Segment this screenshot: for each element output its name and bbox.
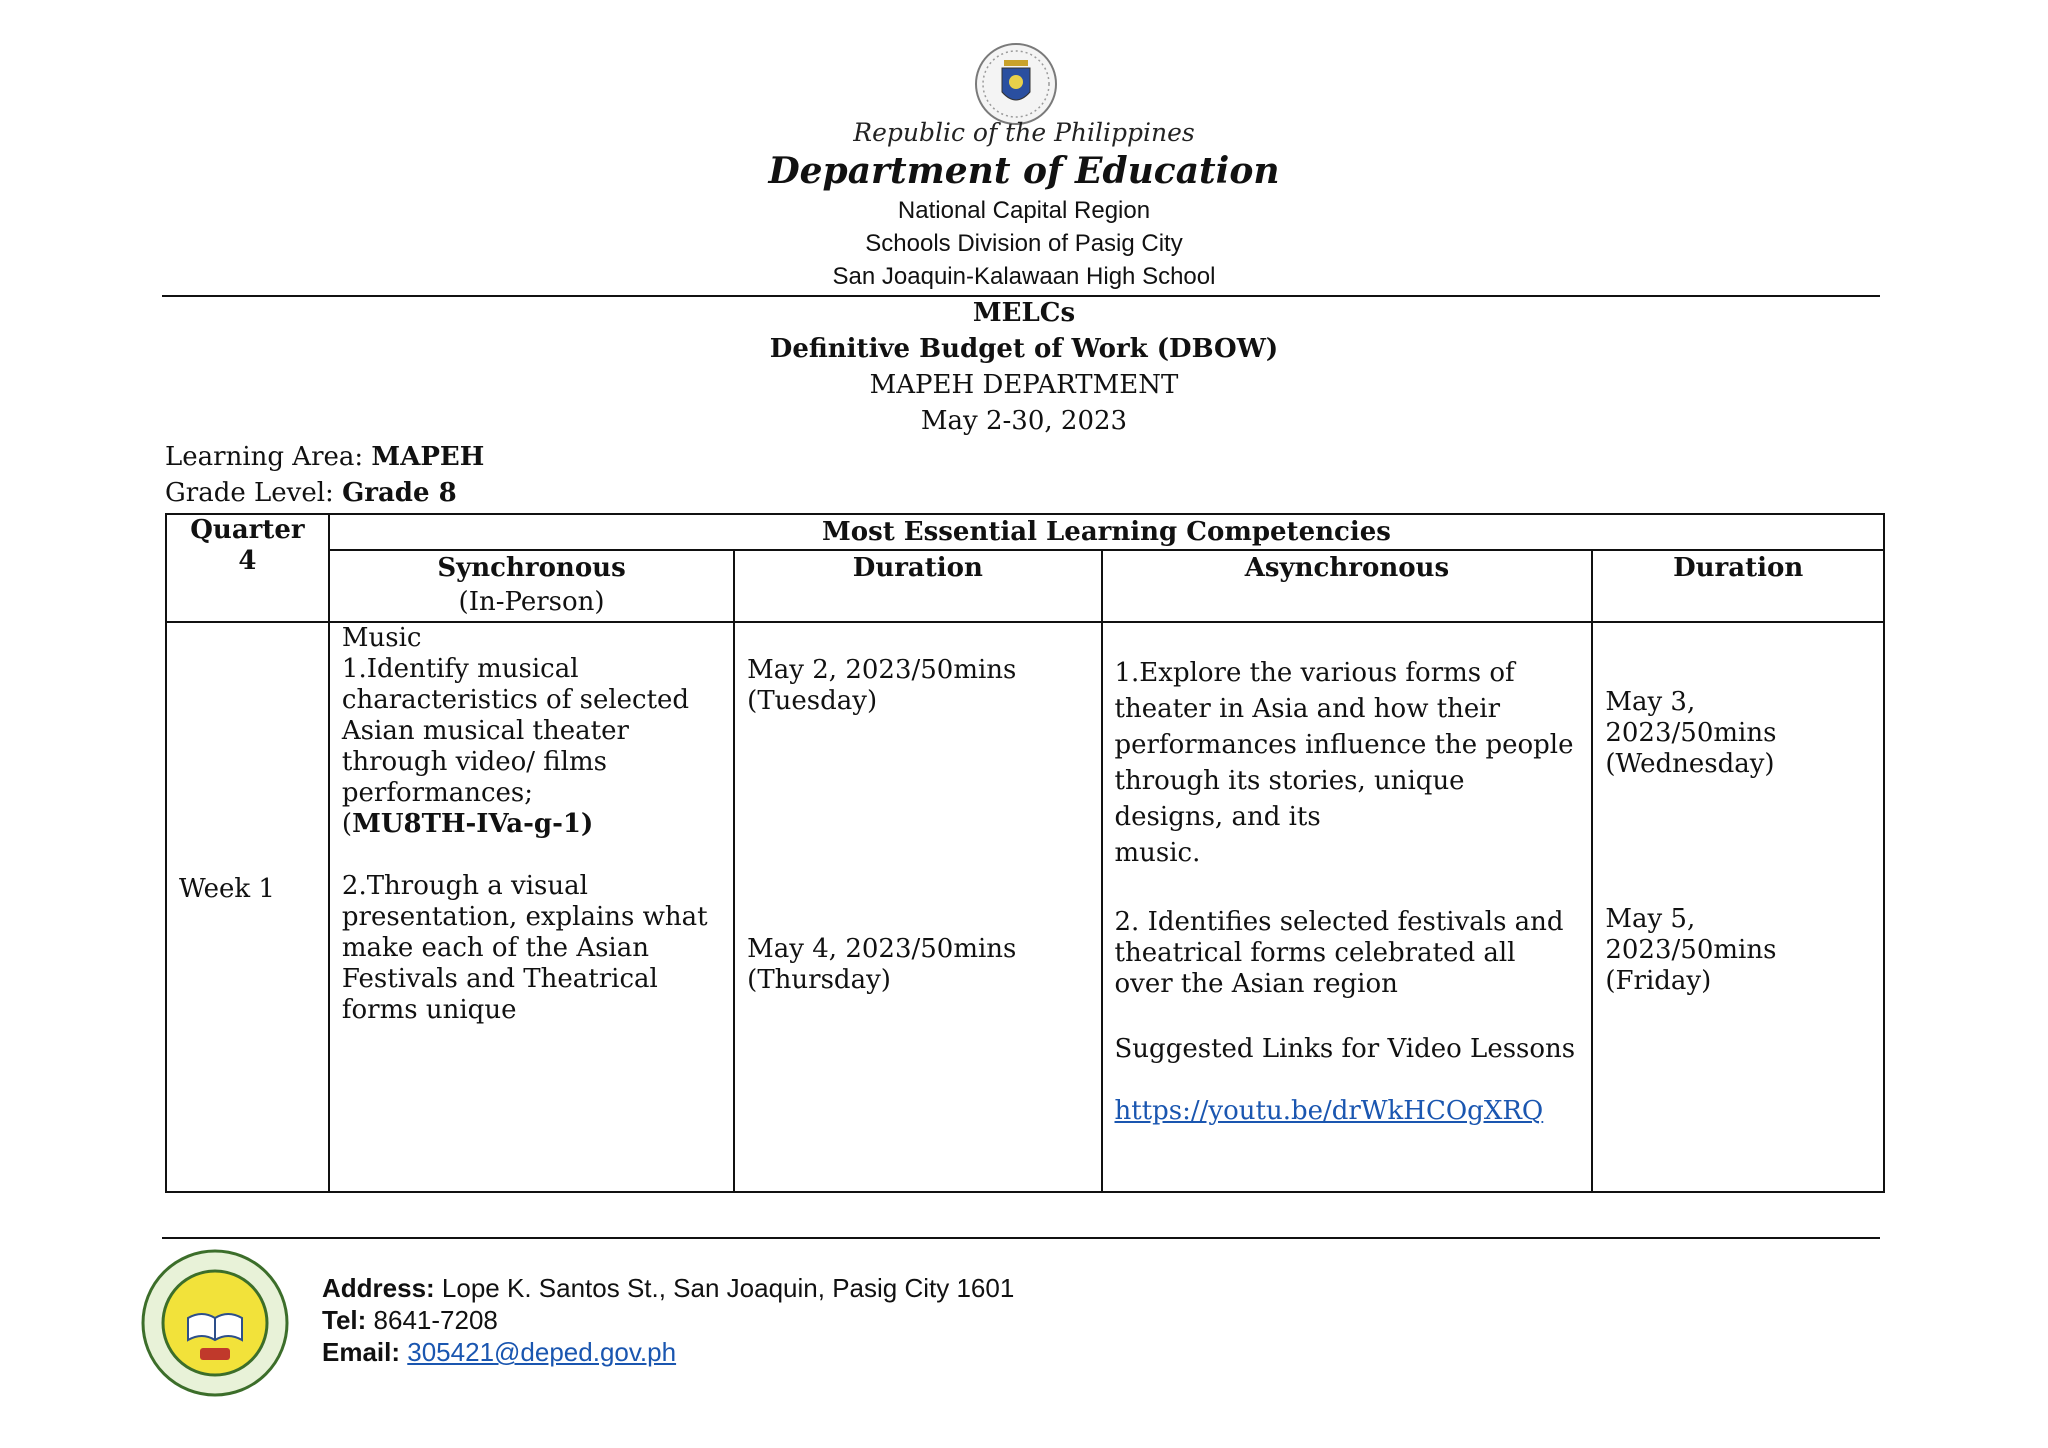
- grade-level: Grade Level: Grade 8: [165, 478, 457, 508]
- dbow-table: [165, 513, 1885, 1193]
- footer-tel: Tel: 8641-7208: [322, 1305, 498, 1335]
- async-item-2: 2. Identifies selected festivals and theatrical forms celebrated all over the Asian region: [1114, 907, 1564, 999]
- async-duration-2-day: (Friday): [1605, 966, 1712, 996]
- title-date-range: May 2-30, 2023: [920, 406, 1128, 436]
- quarter-header: Quarter 4: [166, 514, 329, 622]
- sync-subject: Music: [341, 623, 422, 653]
- learning-area: Learning Area: MAPEH: [165, 442, 485, 472]
- school-logo-icon: [140, 1248, 290, 1398]
- duration-header-2: Duration: [1592, 550, 1884, 622]
- async-duration-1-day: (Wednesday): [1605, 749, 1775, 779]
- melc-header: Most Essential Learning Competencies: [329, 514, 1884, 550]
- division-line: Schools Division of Pasig City: [865, 230, 1183, 257]
- footer-divider: [162, 1237, 1880, 1239]
- republic-line: Republic of the Philippines: [853, 118, 1195, 147]
- footer-address: Address: Lope K. Santos St., San Joaquin, Pasig City 1601: [322, 1273, 1015, 1303]
- async-item-1-end: music.: [1114, 838, 1201, 868]
- title-melcs: MELCs: [972, 298, 1076, 328]
- sync-item-2: 2.Through a visual presentation, explains what make each of the Asian Festivals and Theatrical forms unique: [341, 871, 708, 1025]
- async-duration-1-date: May 3, 2023/50mins: [1605, 687, 1777, 748]
- sync-duration-1-date: May 2, 2023/50mins: [747, 655, 1017, 685]
- sync-duration-1-day: (Tuesday): [747, 686, 878, 716]
- deped-seal-icon: [974, 42, 1058, 126]
- sync-duration-2-date: May 4, 2023/50mins: [747, 934, 1017, 964]
- video-lesson-link[interactable]: https://youtu.be/drWkHCOgXRQ: [1114, 1096, 1544, 1126]
- suggested-links-label: Suggested Links for Video Lessons: [1114, 1034, 1576, 1064]
- asynchronous-cell: [1102, 622, 1593, 1192]
- email-link[interactable]: 305421@deped.gov.ph: [407, 1337, 677, 1367]
- duration-cell-2: [1592, 622, 1884, 1192]
- async-item-1: 1.Explore the various forms of theater in Asia and how their performances influence the people through its stories, unique designs, and its: [1114, 658, 1574, 832]
- department-line: Department of Education: [768, 150, 1280, 192]
- footer-email: Email: 305421@deped.gov.ph: [322, 1337, 677, 1367]
- sync-item-1-code: (MU8TH-IVa-g-1): [341, 809, 594, 839]
- synchronous-header: Synchronous (In-Person): [329, 550, 734, 622]
- duration-cell-1: [734, 622, 1101, 1192]
- week-cell: Week 1: [166, 622, 329, 1192]
- sync-duration-2-day: (Thursday): [747, 965, 891, 995]
- title-dbow: Definitive Budget of Work (DBOW): [769, 334, 1279, 364]
- asynchronous-header: Asynchronous: [1102, 550, 1593, 622]
- header-divider: [162, 295, 1880, 297]
- sync-item-1: 1.Identify musical characteristics of selected Asian musical theater through video/ films performances;: [341, 654, 690, 808]
- async-duration-2-date: May 5, 2023/50mins: [1605, 904, 1777, 965]
- title-department: MAPEH DEPARTMENT: [869, 370, 1179, 400]
- region-line: National Capital Region: [897, 197, 1151, 224]
- synchronous-cell: [329, 622, 734, 1192]
- duration-header-1: Duration: [734, 550, 1101, 622]
- school-line: San Joaquin-Kalawaan High School: [832, 263, 1216, 290]
